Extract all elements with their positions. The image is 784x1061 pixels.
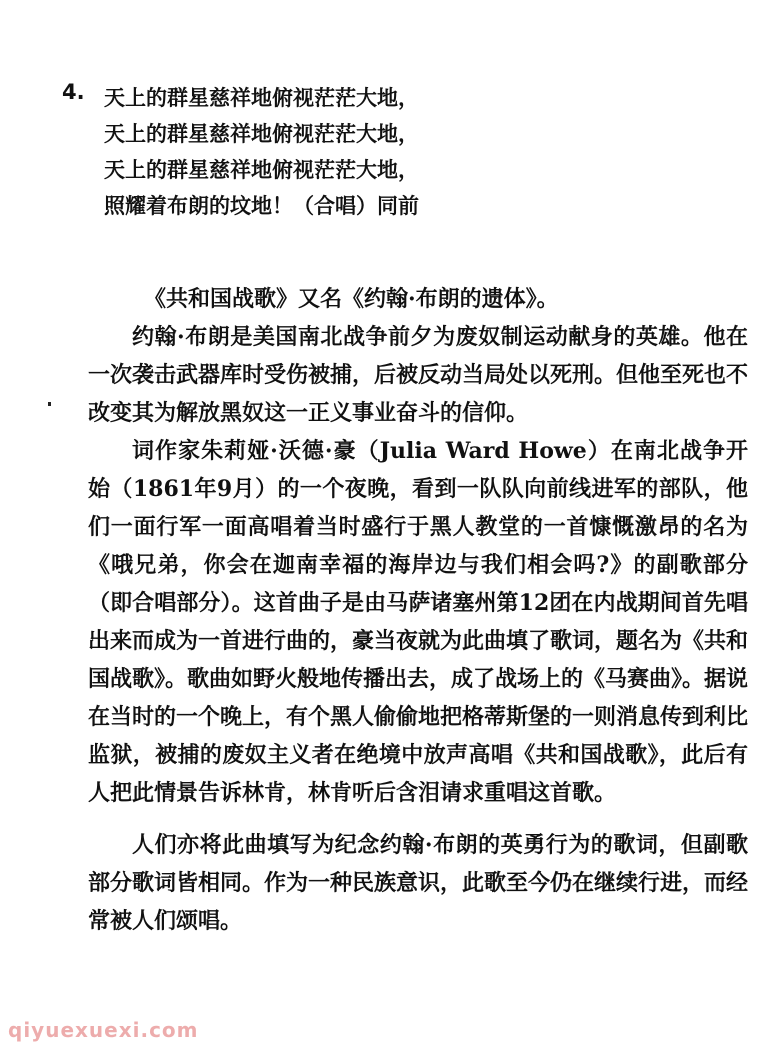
verse-line: 天上的群星慈祥地俯视茫茫大地，	[104, 85, 419, 110]
article-title-line: 《共和国战歌》又名《约翰·布朗的遗体》。	[144, 286, 559, 312]
article-paragraph: 人们亦将此曲填写为纪念约翰·布朗的英勇行为的歌词，但副歌部分歌词皆相同。作为一种民族意识，此歌至今仍在继续行进，而经常被人们颂唱。	[88, 832, 749, 934]
verse-number: 4.	[62, 80, 85, 104]
verse-line: 天上的群星慈祥地俯视茫茫大地，	[104, 121, 419, 146]
stray-mark	[48, 402, 51, 406]
verse-lines	[104, 80, 564, 224]
article-body	[88, 280, 748, 940]
article-paragraph: 词作家朱莉娅·沃德·豪（Julia Ward Howe）在南北战争开始（1861年9月）的一个夜晚，看到一队队向前线进军的部队，他们一面行军一面高唱着当时盛行于黑人教堂的一首慷慨激昂的名为《哦兄弟，你会在迦南幸福的海岸边与我们相会吗?》的副歌部分（即合唱部分）。这首曲子是由马萨诸塞州第12团在内战期间首先唱出来而成为一首进行曲的，豪当夜就为此曲填了歌词，题名为《共和国战歌》。歌曲如野火般地传播出去，成了战场上的《马赛曲》。据说在当时的一个晚上，有个黑人偷偷地把格蒂斯堡的一则消息传到利比监狱，被捕的废奴主义者在绝境中放声高唱《共和国战歌》，此后有人把此情景告诉林肯，林肯听后含泪请求重唱这首歌。	[88, 438, 749, 806]
article-paragraph: 约翰·布朗是美国南北战争前夕为废奴制运动献身的英雄。他在一次袭击武器库时受伤被捕，后被反动当局处以死刑。但他至死也不改变其为解放黑奴这一正义事业奋斗的信仰。	[88, 324, 749, 426]
site-watermark: qiyuexuexi.com	[8, 1018, 199, 1042]
verse-line: 照耀着布朗的坟地！（合唱）同前	[104, 193, 419, 218]
verse-line: 天上的群星慈祥地俯视茫茫大地，	[104, 157, 419, 182]
